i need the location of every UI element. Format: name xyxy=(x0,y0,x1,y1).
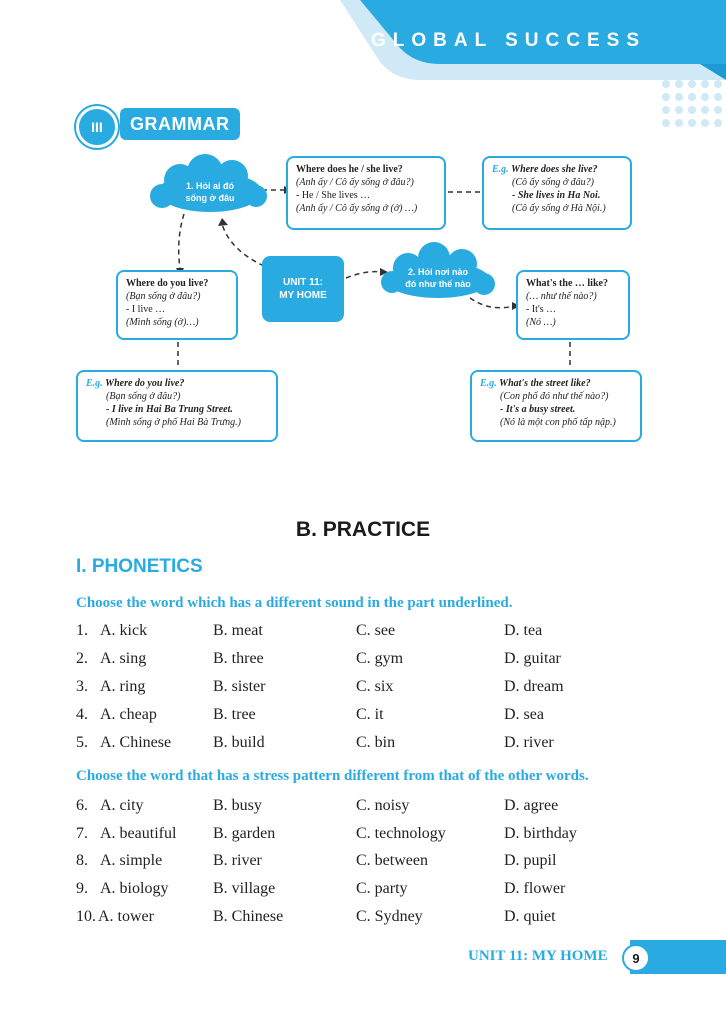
cloud-what-like: 2. Hỏi nơi nào đó như thế nào xyxy=(405,267,471,289)
section-number: III xyxy=(76,106,118,148)
footer-band xyxy=(600,940,726,974)
instruction-sound: Choose the word which has a different sound in the part underlined. xyxy=(76,595,513,611)
footer-unit-label: UNIT 11: MY HOME xyxy=(468,948,608,964)
phonetics-heading: I. PHONETICS xyxy=(76,556,203,577)
box-you-live: Where do you live? (Bạn sống ở đâu?) - I live … (Mình sống (ở)…) xyxy=(116,270,238,340)
page-number: 9 xyxy=(622,944,650,972)
cloud-where-live: 1. Hỏi ai đó sống ở đâu xyxy=(185,181,235,203)
box-eg-street-like: E.g. What's the street like? (Con phố đó như thế nào?) - It's a busy street. (Nó là một con phố tấp nập.) xyxy=(470,370,642,442)
brand-title: GLOBAL SUCCESS xyxy=(370,30,646,51)
instruction-stress: Choose the word that has a stress pattern different from that of the other words. xyxy=(76,768,589,784)
box-he-she-live: Where does he / she live? (Anh ấy / Cô ấy sống ở đâu?) - He / She lives … (Anh ấy / Cô ấy sống ở (ở) …) xyxy=(286,156,446,230)
box-what-like: What's the … like? (… như thế nào?) - It's … (Nó …) xyxy=(516,270,630,340)
center-unit-box: UNIT 11: MY HOME xyxy=(262,256,344,322)
box-eg-you-live: E.g. Where do you live? (Bạn sống ở đâu?) - I live in Hai Ba Trung Street. (Mình sống ở phố Hai Bà Trưng.) xyxy=(76,370,278,442)
practice-title: B. PRACTICE xyxy=(295,518,431,541)
section-title: GRAMMAR xyxy=(120,108,240,140)
box-eg-she-live: E.g. Where does she live? (Cô ấy sống ở đâu?) - She lives in Ha Noi. (Cô ấy sống ở Hà Nội.) xyxy=(482,156,632,230)
